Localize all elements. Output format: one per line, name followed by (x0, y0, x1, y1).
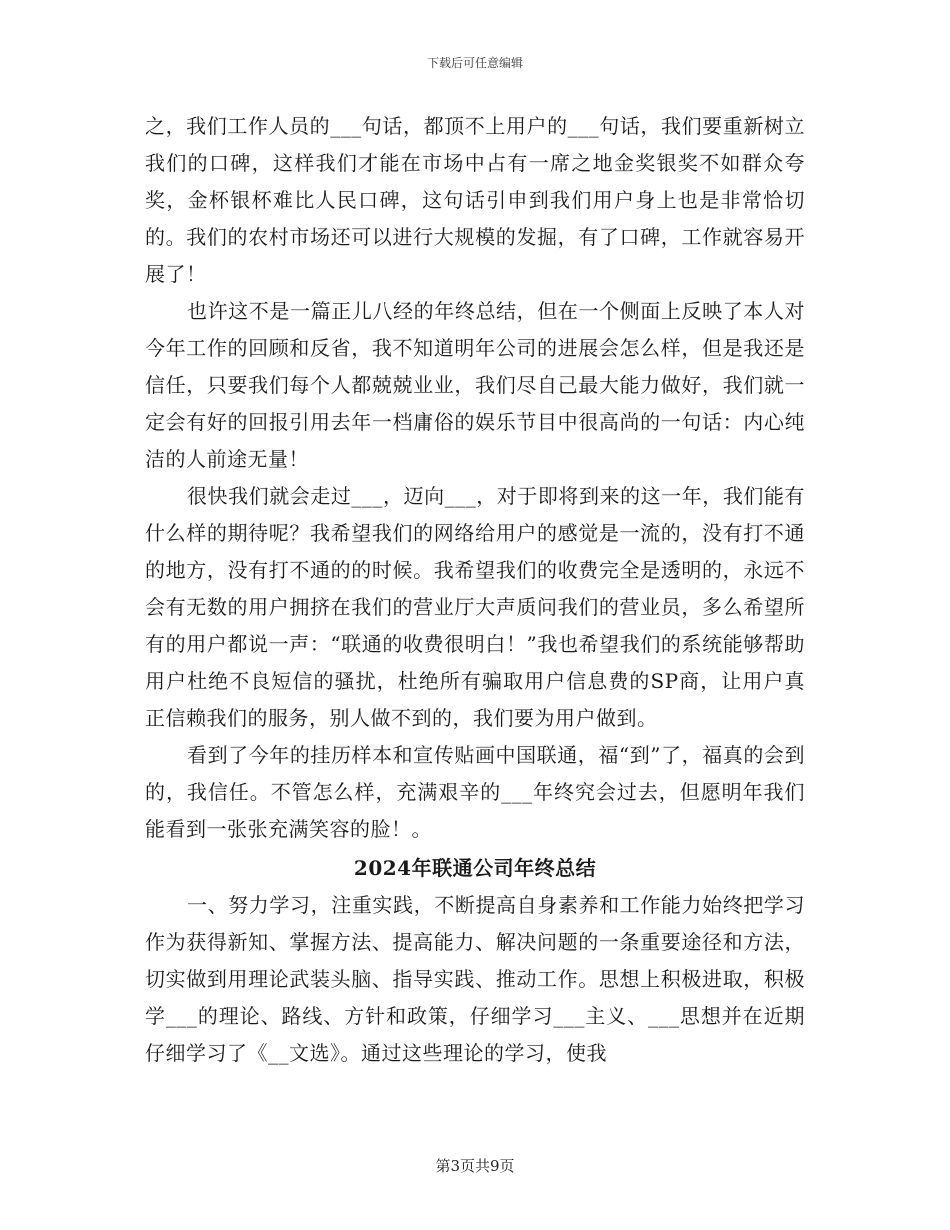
header-note: 下载后可任意编辑 (426, 56, 523, 70)
paragraph-reflection: 也许这不是一篇正儿八经的年终总结，但在一个侧面上反映了本人对今年工作的回顾和反省，我不知道明年公司的进展会怎么样，但是我还是信任，只要我们每个人都兢兢业业，我们尽自己最大能力做好，我们就一定会有好的回报引用去年一档庸俗的娱乐节目中很高尚的一句话：内心纯洁的人前途无量！ (145, 299, 805, 471)
section-title: 2024年联通公司年终总结 (353, 856, 597, 880)
paragraph-continuation: 之，我们工作人员的___句话，都顶不上用户的___句话，我们要重新树立我们的口碑，这样我们才能在市场中占有一席之地金奖银奖不如群众夸奖，金杯银杯难比人民口碑，这句话引申到我们用户身上也是非常恰切的。我们的农村市场还可以进行大规模的发掘，有了口碑，工作就容易开展了！ (145, 114, 805, 286)
document-body (145, 108, 805, 1072)
page-number: 第3页共9页 (435, 1157, 515, 1175)
paragraph-closing: 看到了今年的挂历样本和宣传贴画中国联通，福“到”了，福真的会到的，我信任。不管怎么样，充满艰辛的___年终究会过去，但愿明年我们能看到一张张充满笑容的脸！。 (145, 743, 805, 841)
paragraph-expectations: 很快我们就会走过___，迈向___，对于即将到来的这一年，我们能有什么样的期待呢？我希望我们的网络给用户的感觉是一流的，没有打不通的地方，没有打不通的的时候。我希望我们的收费完全是透明的，永远不会有无数的用户拥挤在我们的营业厅大声质问我们的营业员，多么希望所有的用户都说一声：“联通的收费很明白！”我也希望我们的系统能够帮助用户杜绝不良短信的骚扰，杜绝所有骗取用户信息费的SP商，让用户真正信赖我们的服务，别人做不到的，我们要为用户做到。 (145, 484, 805, 730)
paragraph-section-one: 一、努力学习，注重实践，不断提高自身素养和工作能力始终把学习作为获得新知、掌握方法、提高能力、解决问题的一条重要途径和方法，切实做到用理论武装头脑、指导实践、推动工作。思想上积极进取，积极学___的理论、路线、方针和政策，仔细学习___主义、___思想并在近期仔细学习了《__文选》。通过这些理论的学习，使我 (145, 893, 805, 1065)
